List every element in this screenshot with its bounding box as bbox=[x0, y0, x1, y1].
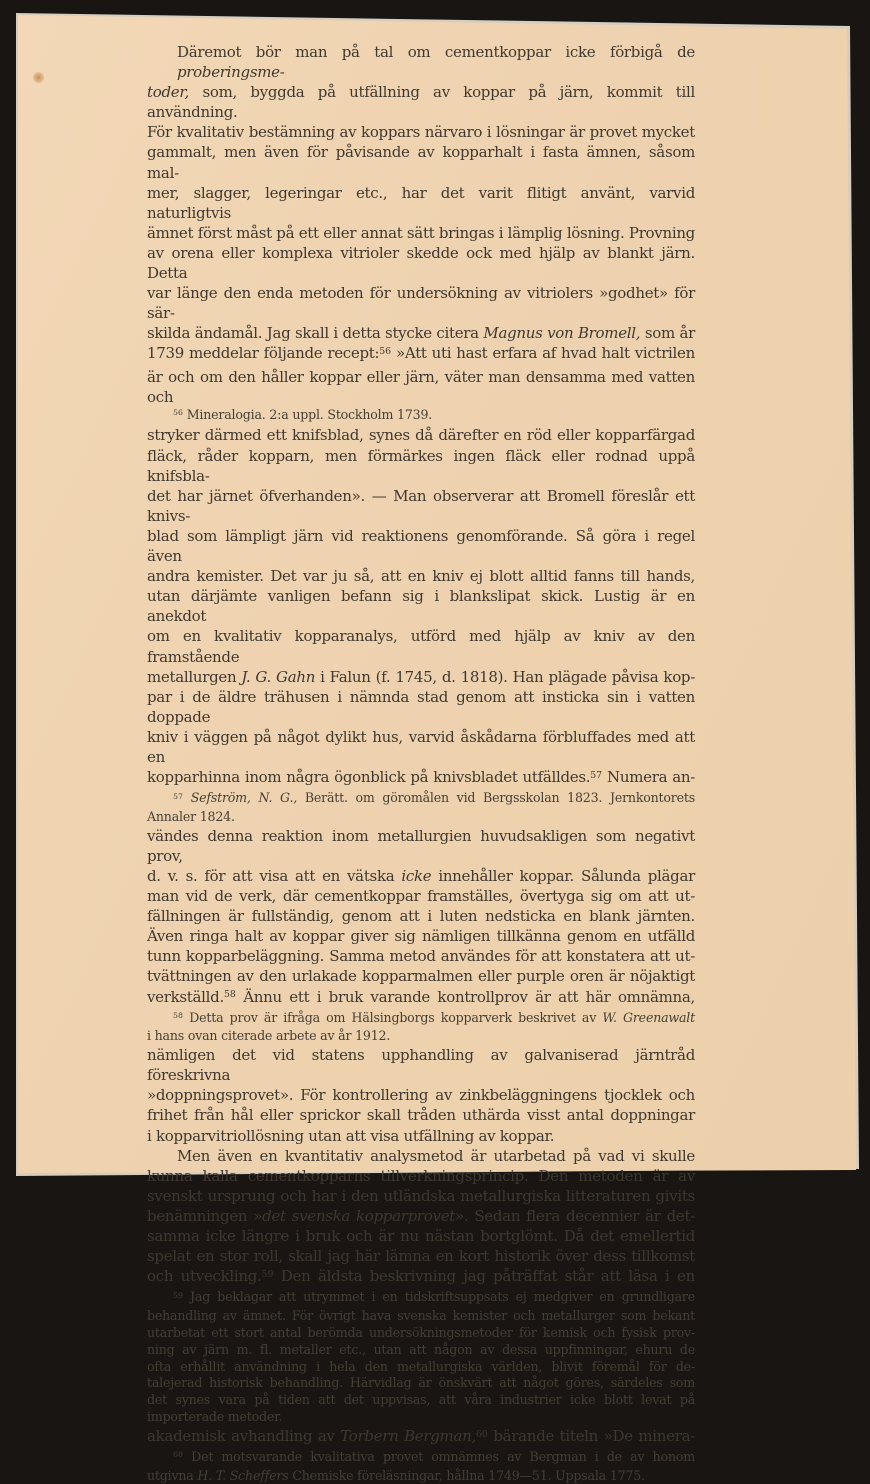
text-line: akademisk avhandling av Torbern Bergman,$^{60}$ bärande titeln »De minera- bbox=[147, 1426, 695, 1445]
text-line: mer, slagger, legeringar etc., har det varit flitigt använt, varvid naturligtvis bbox=[147, 183, 695, 222]
text-line: skilda ändamål. Jag skall i detta stycke citera Magnus von Bromell, som år bbox=[147, 324, 695, 343]
footnote-line: utarbetat ett stort antal berömda undersökningsmetoder för kemisk och fysisk prov- bbox=[147, 1324, 695, 1340]
text-line: För kvalitativ bestämning av koppars närvaro i lösningar är provet mycket bbox=[147, 123, 695, 142]
text-line: stryker därmed ett knifsblad, synes då därefter en röd eller kopparfärgad bbox=[147, 426, 695, 445]
text-line: av orena eller komplexa vitrioler skedde ock med hjälp av blankt järn. Detta bbox=[147, 243, 695, 283]
footnote-line: i hans ovan citerade arbete av år 1912. bbox=[147, 1028, 391, 1044]
text-line: är och om den håller koppar eller järn, väter man densamma med vatten och bbox=[147, 367, 695, 406]
text-line: Även ringa halt av koppar giver sig nämligen tillkänna genom en utfälld bbox=[147, 927, 695, 946]
text-line: Men även en kvantitativ analysmetod är utarbetad på vad vi skulle bbox=[177, 1146, 695, 1165]
text-line: blad som lämpligt järn vid reaktionens genomförande. Så göra i regel även bbox=[147, 526, 695, 566]
text-line: man vid de verk, där cementkoppar framställes, övertyga sig om att ut- bbox=[147, 887, 695, 906]
text-line: nämligen det vid statens upphandling av galvaniserad järntråd föreskrivna bbox=[147, 1046, 695, 1085]
text-line: gammalt, men även för påvisande av kopparhalt i fasta ämnen, såsom mal- bbox=[147, 143, 695, 182]
text-line: andra kemister. Det var ju så, att en kniv ej blott alltid fanns till hands, bbox=[147, 567, 695, 586]
footnote-line: $^{59}$ Jag beklagar att utrymmet i en tidskriftsuppsats ej medgiver en grundligare bbox=[173, 1289, 695, 1305]
text-line: samma icke längre i bruk och är nu nästan bortglömt. Då det emellertid bbox=[147, 1227, 695, 1246]
text-line: om en kvalitativ kopparanalys, utförd med hjälp av kniv av den framstående bbox=[147, 627, 695, 666]
footnote-line: $^{60}$ Det motsvarande kvalitativa provet omnämnes av Bergman i de av honom bbox=[173, 1448, 695, 1464]
footnote-line: talejerad historisk behandling. Härvidlag är önskvärt att något göres, särdeles som bbox=[147, 1375, 695, 1391]
text-line: »doppningsprovet». För kontrollering av zinkbeläggningens tjocklek och bbox=[147, 1086, 695, 1105]
text-line: tvättningen av den urlakade kopparmalmen eller purple oren är nöjaktigt bbox=[147, 967, 695, 986]
text-line: verkställd.$^{58}$ Ännu ett i bruk varande kontrollprov är att här omnämna, bbox=[147, 987, 695, 1006]
text-line: var länge den enda metoden för undersökning av vitriolers »godhet» för sär- bbox=[147, 284, 695, 323]
footnote-line: $^{56}$ Mineralogia. 2:a uppl. Stockholm 1739. bbox=[173, 406, 433, 422]
text-column bbox=[147, 42, 695, 1484]
text-line: tunn kopparbeläggning. Samma metod användes för att konstatera att ut- bbox=[147, 947, 695, 966]
text-line: d. v. s. för att visa att en vätska icke innehåller koppar. Sålunda plägar bbox=[147, 866, 695, 885]
footnote-line: det synes vara på tiden att det uppvisas, att våra industrier icke blott levat på bbox=[147, 1392, 695, 1408]
text-line: kopparhinna inom några ögonblick på knivsbladet utfälldes.$^{57}$ Numera an- bbox=[147, 768, 695, 787]
text-line: utan därjämte vanligen befann sig i blankslipat skick. Lustig är en anekdot bbox=[147, 587, 695, 626]
footnote-line: $^{58}$ Detta prov är ifråga om Hälsingborgs kopparverk beskrivet av W. Greenawalt bbox=[173, 1009, 695, 1025]
footnote-line: importerade metoder. bbox=[147, 1408, 283, 1424]
text-line: och utveckling.$^{59}$ Den äldsta beskrivning jag påträffat står att läsa i en bbox=[147, 1267, 695, 1286]
text-line: benämningen »det svenska kopparprovet». Sedan flera decennier är det- bbox=[147, 1206, 695, 1225]
footnote-line: $^{57}$ Sefström, N. G., Berätt. om göromålen vid Bergsskolan 1823. Jernkontorets bbox=[173, 790, 695, 806]
text-line: i kopparvitriollösning utan att visa utfällning av koppar. bbox=[147, 1126, 555, 1145]
text-line: kniv i väggen på något dylikt hus, varvid åskådarna förbluffades med att en bbox=[147, 727, 695, 766]
text-line: toder, som, byggda på utfällning av koppar på järn, kommit till användning. bbox=[147, 83, 695, 122]
text-line: fällningen är fullständig, genom att i luten nedsticka en blank järnten. bbox=[147, 907, 695, 926]
text-line: par i de äldre trähusen i nämnda stad genom att insticka sin i vatten doppade bbox=[147, 687, 695, 726]
text-line: spelat en stor roll, skall jag här lämna en kort historik över dess tillkomst bbox=[147, 1247, 695, 1266]
footnote-line: Annaler 1824. bbox=[147, 808, 235, 824]
text-line: metallurgen J. G. Gahn i Falun (f. 1745, d. 1818). Han plägade påvisa kop- bbox=[147, 667, 695, 686]
text-line: ämnet först måst på ett eller annat sätt bringas i lämplig lösning. Provning bbox=[147, 223, 695, 242]
footnote-line: ofta erhållit användning i hela den metallurgiska världen, blivit föremål för de- bbox=[147, 1358, 695, 1374]
text-line: vändes denna reaktion inom metallurgien huvudsakligen som negativt prov, bbox=[147, 826, 695, 865]
text-line: det har järnet öfverhanden». — Man observerar att Bromell föreslår ett knivs- bbox=[147, 486, 695, 525]
text-line: fläck, råder kopparn, men förmärkes ingen fläck eller rodnad uppå knifsbla- bbox=[147, 446, 695, 485]
text-line: 1739 meddelar följande recept:$^{56}$ »Att uti hast erfara af hvad halt victrilen bbox=[147, 344, 695, 363]
footnote-line: behandling av ämnet. För övrigt hava svenska kemister och metallurger som bekant bbox=[147, 1308, 695, 1324]
footnote-line: utgivna H. T. Scheffers Chemiske föreläsningar, hållna 1749—51. Uppsala 1775. bbox=[147, 1467, 645, 1483]
text-line: Däremot bör man på tal om cementkoppar icke förbigå de proberingsme- bbox=[177, 43, 695, 82]
paper-stain bbox=[33, 72, 44, 83]
footnote-line: ning av järn m. fl. metaller etc., utan att någon av dessa uppfinningar, ehuru de bbox=[147, 1341, 695, 1357]
text-line: frihet från hål eller sprickor skall tråden uthärda visst antal doppningar bbox=[147, 1106, 695, 1125]
text-line: kunna kalla cementkopparns tillverkningsprincip. Den metoden är av bbox=[147, 1166, 695, 1185]
text-line: svenskt ursprung och har i den utländska metallurgiska litteraturen givits bbox=[147, 1186, 695, 1205]
